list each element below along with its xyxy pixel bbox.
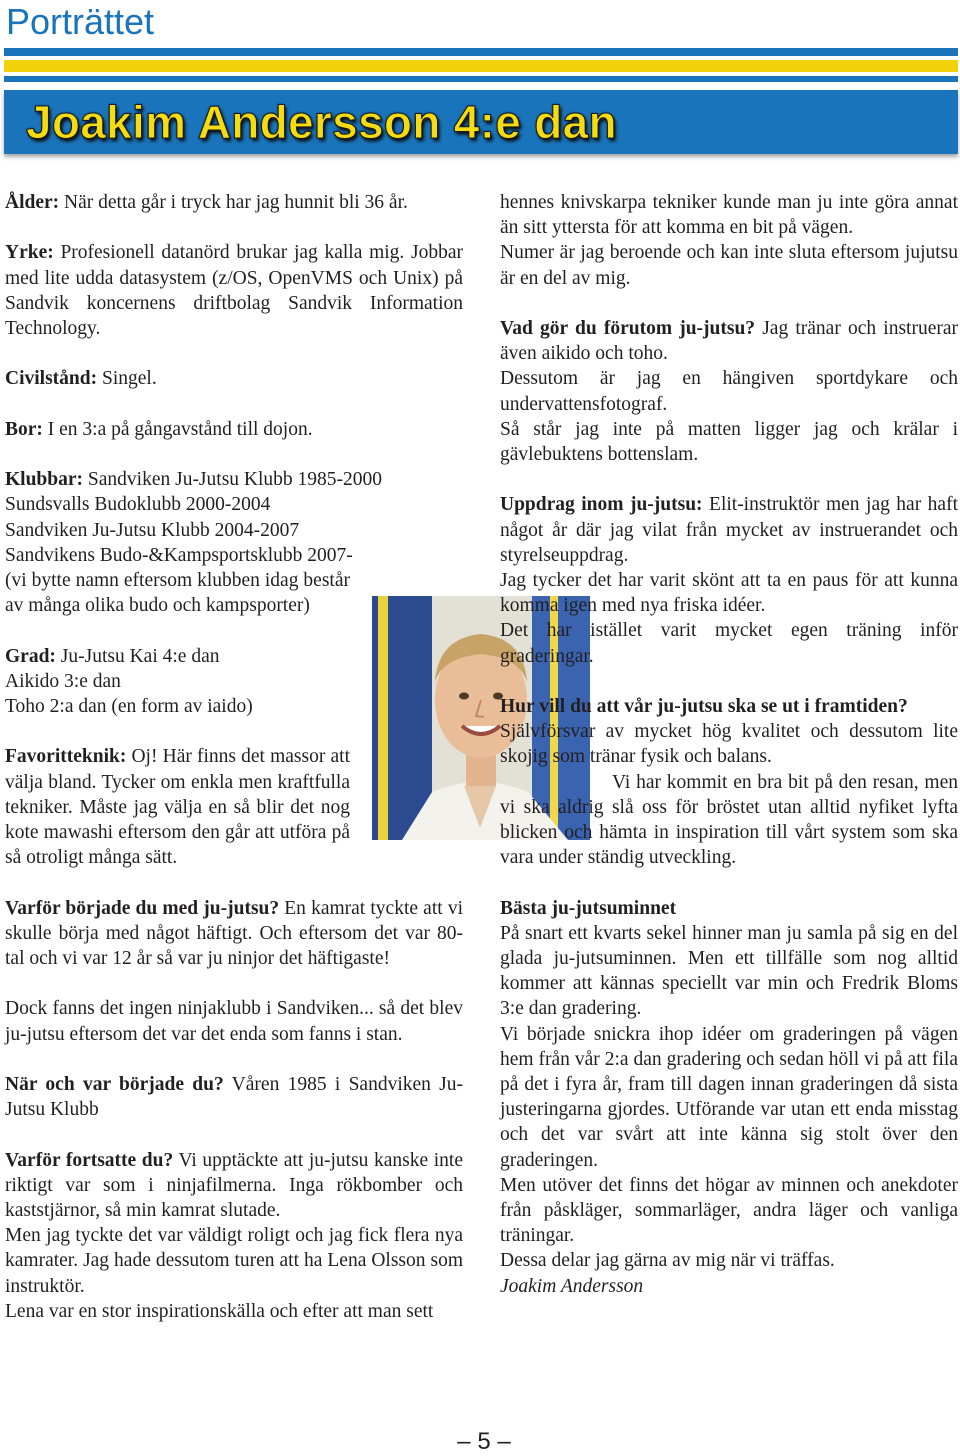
page-number: – 5 –: [457, 1428, 511, 1455]
grad-line: Aikido 3:e dan: [5, 670, 121, 692]
nar-label: När och var började du?: [5, 1073, 224, 1095]
favoritteknik-paragraph: [5, 744, 350, 870]
istallet-paragraph: Det har istället varit mycket egen träning inför graderingar.: [500, 620, 958, 667]
grad-line: Ju-Jutsu Kai 4:e dan: [55, 645, 220, 667]
nar-paragraph: [5, 1072, 463, 1122]
alder-paragraph: [5, 190, 463, 215]
signature: Joakim Andersson: [500, 1275, 644, 1297]
klubbar-label: Klubbar:: [5, 469, 84, 491]
civil-label: Civilstånd:: [5, 368, 98, 390]
fortsatte-label: Varför fortsatte du?: [5, 1149, 174, 1171]
utover-paragraph: Men utöver det finns det högar av minnen och anekdoter från påskläger, sommarläger, andra läger och vanliga träningar.: [500, 1174, 958, 1247]
skont-paragraph: Jag tycker det har varit skönt att ta en paus för att kunna komma igen med nya friska idéer.: [500, 570, 958, 617]
nar-text: Våren 1985 i Sandviken Ju-Jutsu Klubb: [5, 1073, 464, 1121]
civil-text: Singel.: [97, 368, 157, 390]
varfor-label: Varför började du med ju-jutsu?: [5, 897, 280, 919]
bor-label: Bor:: [5, 418, 43, 440]
sjalv-paragraph: Självförsvar av mycket hög kvalitet och dessutom lite skojig som tränar fysik och balans.: [500, 721, 958, 768]
title-banner: [4, 90, 958, 154]
vad-text: Jag tränar och instruerar även aikido och toho.: [500, 318, 958, 365]
uppdrag-text: Elit-instruktör men jag har haft något år där jag vilat från mycket av instruerandet och styrelseuppdrag.: [500, 494, 958, 566]
lena-paragraph: Lena var en stor inspirationskälla och efter att man sett: [5, 1300, 434, 1322]
basta-paragraph: På snart ett kvarts sekel hinner man ju samla på sig en del glada ju-jutsuminnen. Men ett tillfälle som nog alltid kommer att kännas speciellt var min och Fredrik Bloms 3:e dan gradering.: [500, 922, 958, 1020]
bor-text: I en 3:a på gångavstånd till dojon.: [42, 418, 313, 440]
klubbar-line: Sundsvalls Budoklubb 2000-2004: [5, 494, 271, 516]
uppdrag-label: Uppdrag inom ju-jutsu:: [500, 494, 703, 516]
klubbar-line: Sandviken Ju-Jutsu Klubb 2004-2007: [5, 519, 300, 541]
hur-label: Hur vill du att vår ju-jutsu ska se ut i framtiden?: [500, 696, 908, 718]
grad-line: Toho 2:a dan (en form av iaido): [5, 695, 253, 717]
article-title: Joakim Andersson 4:e dan: [26, 96, 617, 148]
vihar-paragraph: Vi har kommit en bra bit på den resan, men vi ska aldrig slå oss för bröstet utan alltid nyfiket lyfta blicken och hämta in inspiration till vårt system som ska vara under ständig utveckling.: [500, 771, 958, 869]
klubbar-paragraph: [5, 467, 463, 492]
favoritteknik-text: Oj! Här finns det massor att välja bland. Tycker om enkla men kraftfulla tekniker. Måste jag välja en så blir det nog kote mawashi eftersom den går att utföra på så otroligt många sätt.: [5, 746, 350, 869]
vad-paragraph: [500, 316, 958, 366]
vad-label: Vad gör du förutom ju-jutsu?: [500, 318, 756, 339]
yrke-label: Yrke:: [5, 242, 54, 264]
dessutom-paragraph: Dessutom är jag en hängiven sportdykare och undervattensfotograf.: [500, 368, 958, 415]
klubbar-line: Sandvikens Budo-&Kampsportsklubb 2007-: [5, 544, 353, 566]
stripe-blue-bottom: [4, 76, 958, 82]
uppdrag-paragraph: [500, 492, 958, 568]
fortsatte-text: Vi upptäckte att ju-jutsu kanske inte riktigt var som i ninjafilmerna. Inga rökbomber och kaststjärnor, så min kamrat slutade.: [5, 1149, 463, 1221]
section-title: Porträttet: [6, 1, 155, 42]
civil-paragraph: [5, 366, 463, 391]
men-paragraph: Men jag tyckte det var väldigt roligt och jag fick flera nya kamrater. Jag hade dessutom turen att ha Lena Olsson som instruktör.: [5, 1225, 463, 1297]
alder-label: Ålder:: [5, 192, 60, 213]
basta-label: Bästa ju-jutsuminnet: [500, 897, 677, 919]
favoritteknik-label: Favoritteknik:: [5, 746, 127, 768]
dela-paragraph: Dessa delar jag gärna av mig när vi träffas.: [500, 1250, 835, 1272]
right-column: [500, 190, 958, 1299]
fortsatte-paragraph: [5, 1148, 463, 1224]
varfor-text: En kamrat tyckte att vi skulle börja med något häftigt. Och eftersom det var 80-tal och vi var 12 år så var ju ninjor det häftigaste!: [5, 897, 463, 969]
klubbar-line: Sandviken Ju-Jutsu Klubb 1985-2000: [83, 469, 383, 491]
dock-paragraph: Dock fanns det ingen ninjaklubb i Sandviken... så det blev ju-jutsu eftersom det var det enda som fanns i stan.: [5, 998, 463, 1045]
snickra-paragraph: Vi började snickra ihop idéer om graderingen på vägen hem från vår 2:a dan gradering och sedan höll vi på att fila på det i fyra år, fram till dagen innan graderingen då sista justeringarna gjordes. Utförande var utan ett enda misstag och det var svårt att inte känna sig stolt över den graderingen.: [500, 1023, 958, 1171]
alder-text: När detta går i tryck har jag hunnit bli 36 år.: [59, 192, 408, 213]
basta-heading: [500, 896, 958, 921]
continued-paragraph: hennes knivskarpa tekniker kunde man ju inte göra annat än sitt yttersta för att komma en bit på vägen.: [500, 192, 958, 239]
sa-paragraph: Så står jag inte på matten ligger jag och krälar i gävlebuktens bottenslam.: [500, 418, 958, 466]
grad-label: Grad:: [5, 645, 56, 667]
hur-paragraph: [500, 694, 958, 719]
klubbar-note: (vi bytte namn eftersom klubben idag består av många olika budo och kampsporter): [5, 569, 350, 617]
stripe-blue-top: [4, 48, 958, 56]
stripe-yellow: [4, 60, 958, 72]
yrke-text: Profesionell datanörd brukar jag kalla mig. Jobbar med lite udda datasystem (z/OS, OpenVMS och Unix) på Sandvik koncernens driftbolag Sandvik Information Technology.: [5, 242, 463, 339]
yrke-paragraph: [5, 240, 463, 341]
varfor-paragraph: [5, 896, 463, 972]
bor-paragraph: [5, 417, 463, 442]
numer-paragraph: Numer är jag beroende och kan inte sluta eftersom jujutsu är en del av mig.: [500, 242, 958, 289]
